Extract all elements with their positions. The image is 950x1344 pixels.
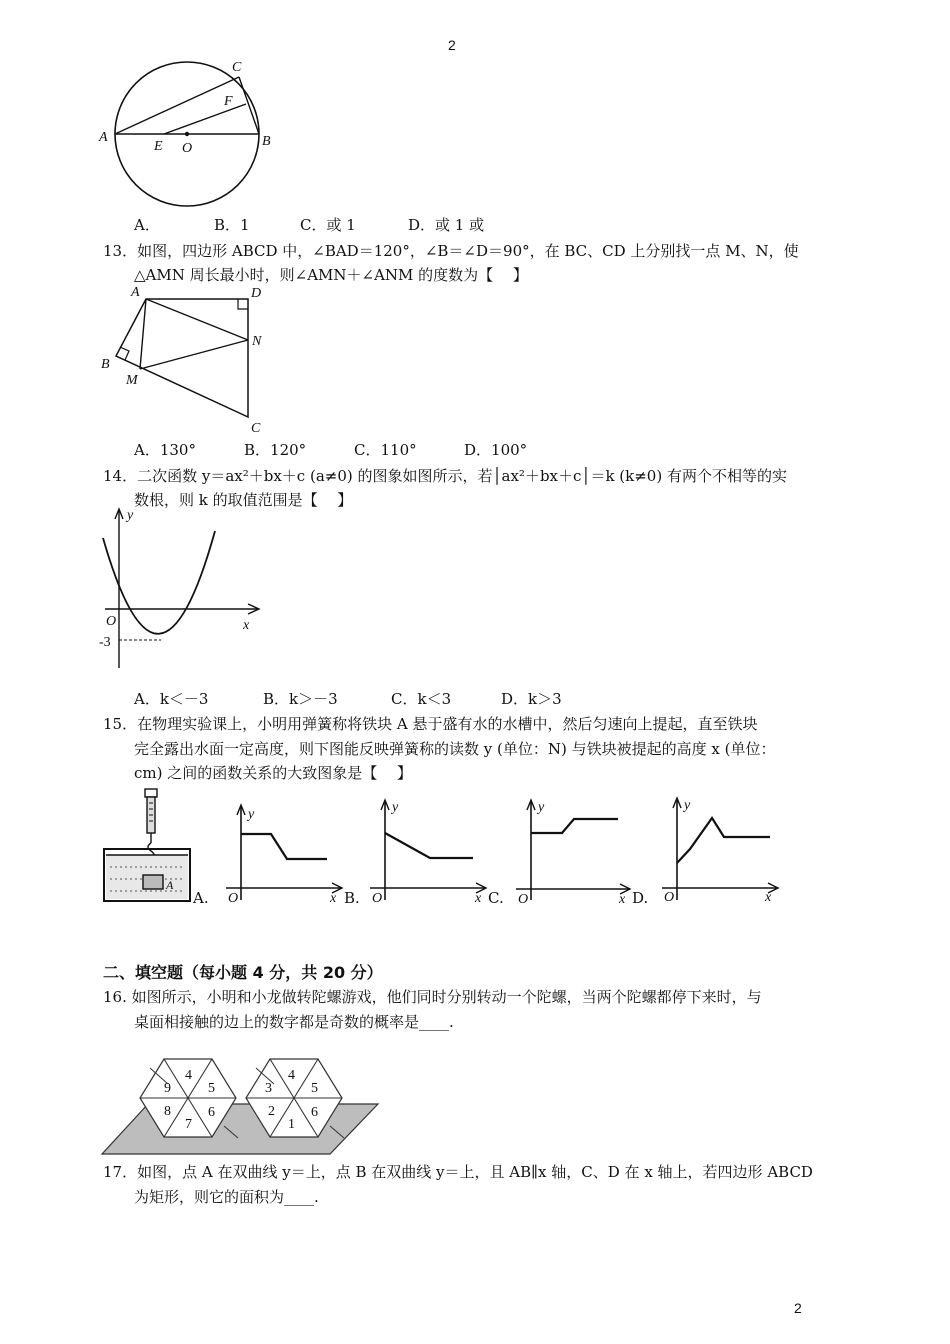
label-D: D bbox=[251, 286, 262, 301]
q14-option-b: B．k＞－3 bbox=[263, 690, 338, 708]
label-F: F bbox=[224, 94, 233, 109]
left-top-number-7: 7 bbox=[185, 1117, 192, 1132]
origin-label: O bbox=[664, 890, 675, 905]
q14-option-a: A．k＜－3 bbox=[134, 690, 209, 708]
q14-line-2: 数根，则 k 的取值范围是【 】 bbox=[134, 491, 353, 509]
q15-graph-after-d bbox=[652, 793, 782, 905]
label-O: O bbox=[182, 141, 193, 156]
label-E: E bbox=[154, 139, 163, 154]
q15-line-3: cm) 之间的函数关系的大致图象是【 】 bbox=[134, 764, 413, 782]
block-label-A: A bbox=[166, 878, 174, 892]
left-top-number-8: 8 bbox=[164, 1104, 171, 1119]
left-top-number-4: 4 bbox=[185, 1068, 192, 1083]
q12-option-d: D．或 1 或 bbox=[408, 216, 485, 234]
q15-line-2: 完全露出水面一定高度，则下图能反映弹簧称的读数 y (单位：N) 与铁块被提起的高度 x (单位： bbox=[134, 740, 776, 758]
q13-line-2: △AMN 周长最小时，则∠AMN＋∠ANM 的度数为【 】 bbox=[134, 266, 528, 284]
axis-label-x: x bbox=[619, 892, 626, 905]
right-top-number-4: 4 bbox=[288, 1068, 295, 1083]
q14-line-1: 14．二次函数 y＝ax²＋bx＋c (a≠0) 的图象如图所示，若│ax²＋bx＋c│＝k (k≠0) 有两个不相等的实 bbox=[103, 467, 787, 485]
axis-label-x: x bbox=[330, 891, 337, 905]
q13-option-d: D．100° bbox=[464, 441, 528, 459]
q16-line-1: 16. 如图所示，小明和小龙做转陀螺游戏，他们同时分别转动一个陀螺，当两个陀螺都停下来时，与 bbox=[103, 988, 762, 1006]
label-N: N bbox=[252, 334, 262, 349]
label-C: C bbox=[232, 60, 242, 75]
origin-label: O bbox=[372, 891, 383, 905]
axis-label-x: x bbox=[243, 618, 250, 633]
q12-option-b: B．1 bbox=[214, 216, 250, 234]
right-top-number-3: 3 bbox=[265, 1081, 272, 1096]
right-top-number-5: 5 bbox=[311, 1081, 318, 1096]
right-top-number-6: 6 bbox=[311, 1105, 318, 1120]
axis-label-x: x bbox=[765, 890, 772, 905]
axis-label-y: y bbox=[392, 800, 399, 815]
axis-label-y: y bbox=[248, 807, 255, 822]
q13-option-b: B．120° bbox=[244, 441, 307, 459]
q17-line-1: 17．如图，点 A 在双曲线 y＝上，点 B 在双曲线 y＝上，且 AB∥x 轴，C、D 在 x 轴上，若四边形 ABCD bbox=[103, 1163, 813, 1181]
q13-line-1: 13．如图，四边形 ABCD 中，∠BAD＝120°，∠B＝∠D＝90°，在 BC、CD 上分别找一点 M、N，使 bbox=[103, 242, 799, 260]
q14-option-c: C．k＜3 bbox=[391, 690, 452, 708]
q13-option-c: C．110° bbox=[354, 441, 417, 459]
q16-line-2: 桌面相接触的边上的数字都是奇数的概率是____. bbox=[134, 1013, 454, 1031]
q13-option-a: A．130° bbox=[134, 441, 196, 459]
label-B: B bbox=[101, 357, 110, 372]
q14-parabola-figure bbox=[95, 503, 270, 673]
q15-graph-c bbox=[364, 795, 489, 905]
section-heading: 二、填空题（每小题 4 分，共 20 分） bbox=[103, 963, 383, 982]
q12-option-c: C．或 1 bbox=[300, 216, 356, 234]
label-B: B bbox=[262, 134, 271, 149]
axis-label-y: y bbox=[538, 800, 545, 815]
q17-line-2: 为矩形，则它的面积为____. bbox=[134, 1188, 319, 1206]
q15-apparatus-figure bbox=[102, 787, 194, 905]
q15-option-c-letter: C. bbox=[488, 889, 504, 907]
right-top-number-1: 1 bbox=[288, 1117, 295, 1132]
q16-spinning-tops-figure bbox=[100, 1052, 382, 1157]
page-number-bottom: 2 bbox=[794, 1300, 802, 1316]
q13-quadrilateral-figure bbox=[96, 282, 276, 437]
q15-option-a-letter: A. bbox=[193, 889, 209, 907]
right-top-number-2: 2 bbox=[268, 1104, 275, 1119]
q14-option-d: D．k＞3 bbox=[501, 690, 562, 708]
label-A: A bbox=[99, 130, 108, 145]
q15-option-d-letter: D. bbox=[632, 889, 649, 907]
left-top-number-9: 9 bbox=[164, 1081, 171, 1096]
q15-line-1: 15．在物理实验课上，小明用弹簧称将铁块 A 悬于盛有水的水槽中，然后匀速向上提起，直至铁块 bbox=[103, 715, 758, 733]
label-A: A bbox=[131, 285, 140, 300]
page-number-top: 2 bbox=[448, 37, 456, 53]
label-C: C bbox=[251, 421, 261, 436]
left-top-number-6: 6 bbox=[208, 1105, 215, 1120]
left-top-number-5: 5 bbox=[208, 1081, 215, 1096]
axis-label-y: y bbox=[684, 798, 691, 813]
q12-option-a: A． bbox=[134, 216, 160, 234]
q15-option-b-letter: B. bbox=[344, 889, 360, 907]
q15-graph-d bbox=[508, 795, 633, 905]
q12-circle-figure bbox=[98, 55, 288, 215]
q15-graph-b bbox=[220, 800, 345, 905]
origin-label: O bbox=[106, 614, 117, 629]
origin-label: O bbox=[518, 892, 529, 905]
label-M: M bbox=[126, 373, 138, 388]
origin-label: O bbox=[228, 891, 239, 905]
axis-label-y: y bbox=[127, 508, 134, 523]
tick-label-minus3: -3 bbox=[99, 635, 111, 650]
axis-label-x: x bbox=[475, 891, 482, 905]
